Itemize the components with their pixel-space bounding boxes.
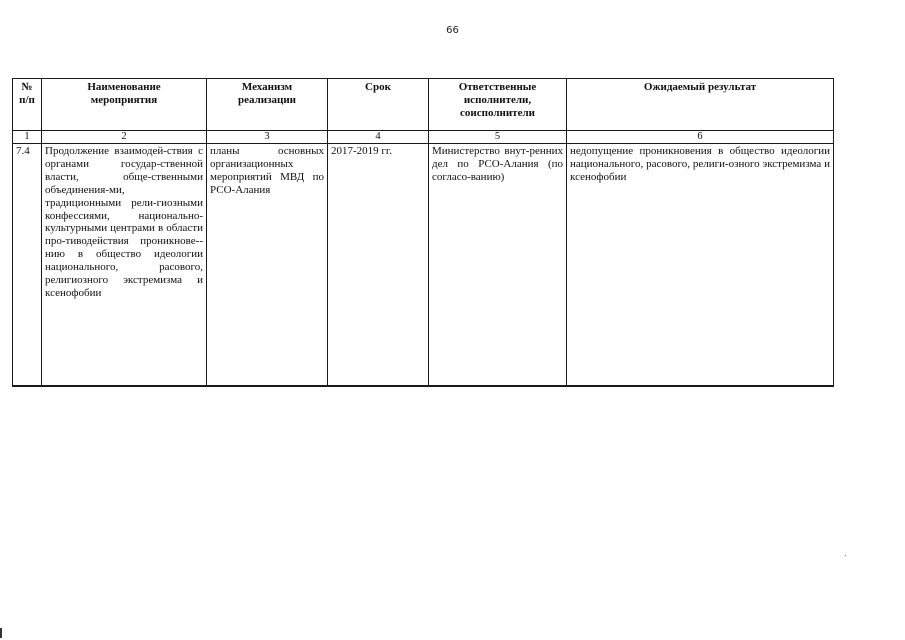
column-number: 1 <box>13 131 42 144</box>
column-number: 4 <box>328 131 429 144</box>
column-number: 6 <box>567 131 834 144</box>
expected-result-cell: недопущение проникновения в общество идеологии национального, расового, религи-озного экстремизма и ксенофобии <box>567 144 834 387</box>
header-number: № п/п <box>13 79 42 131</box>
responsible-cell: Министерство внут-ренних дел по РСО-Алания (по согласо-ванию) <box>429 144 567 387</box>
column-number: 3 <box>207 131 328 144</box>
table-row <box>13 144 834 387</box>
header-expected-result: Ожидаемый результат <box>567 79 834 131</box>
measures-table <box>12 78 834 387</box>
term-cell: 2017-2019 гг. <box>328 144 429 387</box>
scan-speck <box>845 555 846 556</box>
column-number-row <box>13 131 834 144</box>
scan-edge-mark <box>0 628 2 638</box>
column-number: 5 <box>429 131 567 144</box>
table-header-row <box>13 79 834 131</box>
page-number: 66 <box>446 25 459 36</box>
column-number: 2 <box>42 131 207 144</box>
row-number: 7.4 <box>13 144 42 387</box>
measure-name-cell: Продолжение взаимодей-ствия с органами государ-ственной власти, обще-ственными объединения-ми, традиционными рели-гиозными конфессиями, национально-культурными центрами в области про-тиводействия проникнове-нию в общество идеологии национального, расового, религиозного экстремизма и ксенофобии <box>42 144 207 387</box>
mechanism-cell: планы основных организационных мероприятий МВД по РСО-Алания <box>207 144 328 387</box>
header-measure-name: Наименование мероприятия <box>42 79 207 131</box>
header-term: Срок <box>328 79 429 131</box>
header-responsible: Ответственные исполнители, соисполнители <box>429 79 567 131</box>
header-mechanism: Механизм реализации <box>207 79 328 131</box>
